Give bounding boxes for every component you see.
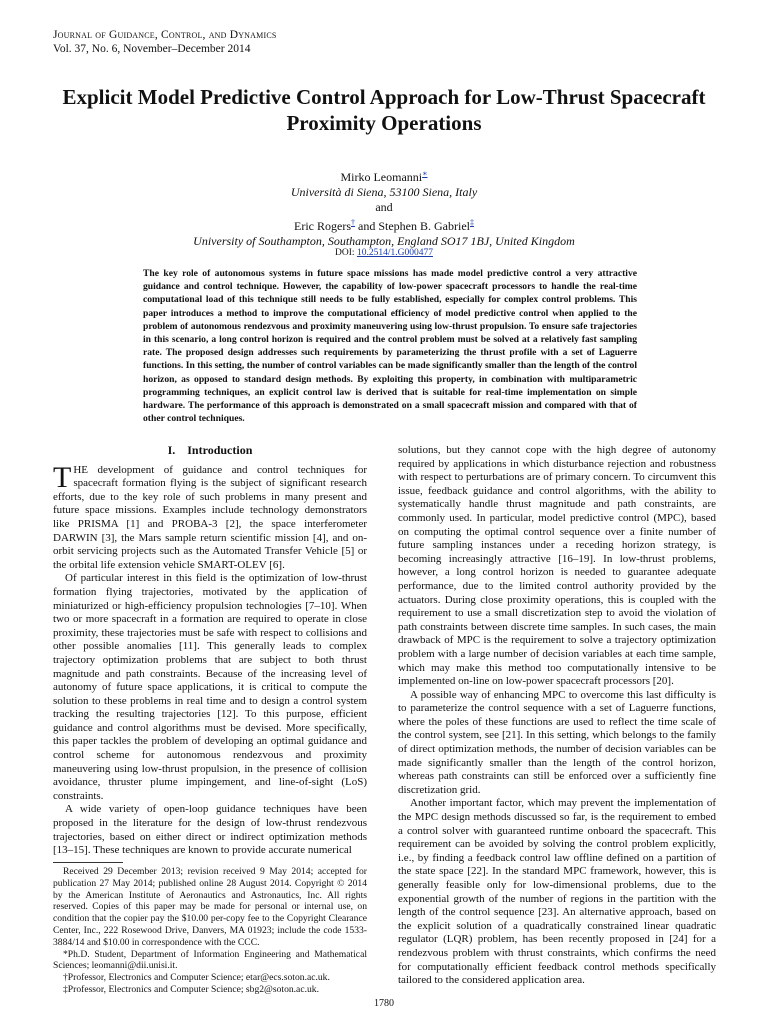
author-name: Mirko Leomanni <box>340 170 423 184</box>
doi-line <box>40 248 728 258</box>
footnote-link[interactable]: ∗ <box>422 169 428 178</box>
author-conjunction: and <box>355 219 379 233</box>
paragraph: Another important factor, which may prevent the implementation of the MPC design methods discussed so far, is the requirement to embed a control solver with guaranteed runtime onboard the spacecraft. This requirement can be avoided by solving the control problem explicitly, i.e., by finding a feedback control law offline defined on a partition of the state space [22]. In the standard MPC framework, however, this is generally feasible only for low-dimensional problems, due to the exponential growth of the number of regions in the partition with the length of the control sequence [23]. An alternative approach, based on the explicit solution of a quadratically constrained linear quadratic regulator (LQR) problem, has been recently proposed in [24] for a rendezvous problem with thrust constraints, which confirms the need for computationally efficient feedback control methods specifically tailored to the considered application area. <box>398 797 716 987</box>
paragraph: Of particular interest in this field is the optimization of low-thrust formation flying trajectories, motivated by the application of miniaturized or high-efficiency propulsion technologies [7–10]. When two or more spacecraft in a formation are required to operate in close proximity, these trajectories must be safe with respect to collisions and other possible anomalies [11]. This generally leads to complex trajectory optimization problems that are subject to both thrust magnitude and path constraints. Because of the increasing level of autonomy of future space applications, it is critical to compute the solution to these problems in real time and to design a control system tracking the resulting trajectories [12]. To this purpose, efficient guidance and control algorithms must be devised. More specifically, this paper tackles the problem of developing an optimal guidance and control scheme for autonomous rendezvous and proximity maneuvering using low-thrust propulsion, in the presence of collision avoidance, thruster plume impingement, and line-of-sight (LoS) constraints. <box>53 572 367 802</box>
right-column <box>398 444 716 988</box>
footnote-link[interactable]: † <box>351 218 355 227</box>
author-block <box>40 166 728 249</box>
author-separator: and <box>375 200 393 214</box>
paragraph: solutions, but they cannot cope with the high degree of autonomy required by applications in which disturbance rejection and robustness with respect to perturbations are of primary concern. To circumvent this issue, feedback guidance and control algorithms, with the ability to systematically handle thrust magnitude and path constraints, are commonly used. In particular, model predictive control (MPC), based on computing the optimal control sequence over a finite number of future sampling instances under a receding horizon strategy, is becoming increasingly attractive [16–19]. In low-thrust problems, however, a long control horizon is needed to guarantee adequate performance, due to the limited control authority provided by the actuators. During close proximity operations, this is coupled with the requirement to use a small discretization step to avoid the violation of path constraints between discrete time samples. In such cases, the main drawback of MPC is the requirement to solve a trajectory optimization problem with a large number of decision variables at each time sample, which may make this method too computationally intensive to be implemented on-line on low-power spacecraft processors [20]. <box>398 444 716 688</box>
page-number: 1780 <box>374 998 394 1009</box>
paragraph: A possible way of enhancing MPC to overcome this last difficulty is to parameterize the control sequence with a set of Laguerre functions, where the poles of these functions are used to reflect the time scale of the control system, see [21]. In this setting, which belongs to the family of direct optimization methods, the number of decision variables can be made significantly smaller than the length of the control horizon, whereas path constraints can still be enforced over a sufficiently fine discretization grid. <box>398 688 716 796</box>
drop-cap: T <box>53 460 72 494</box>
footnote-link[interactable]: ‡ <box>469 218 474 227</box>
author-line-1 <box>40 166 728 185</box>
affiliation: University of Southampton, Southampton, England SO17 1BJ, United Kingdom <box>193 234 575 248</box>
paragraph <box>53 460 367 573</box>
journal-header <box>53 28 277 56</box>
doi-label: DOI: <box>335 248 357 258</box>
journal-issue: Vol. 37, No. 6, November–December 2014 <box>53 43 251 55</box>
footnote: ‡Professor, Electronics and Computer Science; sbg2@soton.ac.uk. <box>63 983 319 995</box>
affiliation: Università di Siena, 53100 Siena, Italy <box>290 185 478 199</box>
footnote-received: Received 29 December 2013; revision received 9 May 2014; accepted for publication 27 May 2014; published online 28 August 2014. Copyright © 2014 by the American Institute of Aeronautics and Astronautics, Inc. All rights reserved. Copies of this paper may be made for personal or internal use, on condition that the copier pay the $10.00 per-copy fee to the Copyright Clearance Center, Inc., 222 Rosewood Drive, Danvers, MA 01923; include the code 1533-3884/14 and $10.00 in correspondence with the CCC. <box>53 866 367 948</box>
footnotes <box>53 862 367 996</box>
abstract: The key role of autonomous systems in future space missions has made model predictive control a very attractive guidance and control technique. However, the capability of low-power spacecraft processors to handle the real-time computational load of this technique still needs to be fully established, especially for complex control problems. This paper introduces a method to improve the computational efficiency of model predictive control when applied to the problem of autonomous rendezvous and proximity maneuvering using low-thrust propulsion. To ensure safe trajectories in this scenario, a long control horizon is required and the control problem must be solved at a relatively fast sampling rate. The proposed design addresses such requirements by parameterizing the thrust profile with a set of Laguerre functions. In this setting, the number of control variables can be made significantly smaller than the length of the control horizon, as opposed to standard design methods. By exploiting this property, in combination with multiparametric programming techniques, an explicit control law is derived that is suitable for real-time implementation on simple hardware. The performance of this approach is demonstrated on a small spacecraft mission and compared with that of other control techniques. <box>143 268 637 425</box>
section-heading: I. Introduction <box>167 443 253 457</box>
footnote: †Professor, Electronics and Computer Science; etar@ecs.soton.ac.uk. <box>63 972 330 984</box>
left-column <box>53 444 367 858</box>
author-name: Eric Rogers <box>294 219 351 233</box>
author-name: Stephen B. Gabriel <box>378 219 470 233</box>
paper-title: Explicit Model Predictive Control Approach for Low-Thrust Spacecraft Proximity Operations <box>62 85 706 135</box>
author-line-2 <box>40 215 728 234</box>
paragraph-text: HE development of guidance and control techniques for spacecraft formation flying is the subject of significant research efforts, due to the key role of such problems in many present and future space missions. Examples include technology demonstrators like PRISMA [1] and PROBA-3 [2], the space interferometer DARWIN [3], the Mars sample return scientific mission [4], and on-orbit servicing projects such as the Automated Transfer Vehicle [5] or the orbital life extension vehicle SMART-OLEV [6]. <box>53 463 367 571</box>
paragraph: A wide variety of open-loop guidance techniques have been proposed in the literature for the design of low-thrust rendezvous trajectories, based on either direct or indirect optimization methods [13–15]. These techniques are known to provide accurate numerical <box>53 803 367 857</box>
footnote: *Ph.D. Student, Department of Information Engineering and Mathematical Sciences; leomanni@dii.unisi.it. <box>53 948 367 972</box>
journal-name: Journal of Guidance, Control, and Dynamics <box>53 29 277 41</box>
footnote-rule <box>53 862 123 863</box>
doi-link[interactable]: 10.2514/1.G000477 <box>356 248 433 258</box>
